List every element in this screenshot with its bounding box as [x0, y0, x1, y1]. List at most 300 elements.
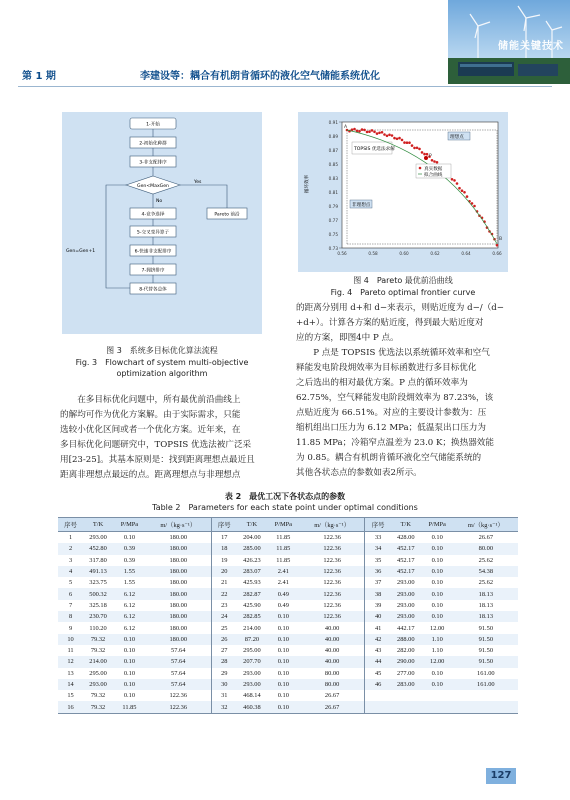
table-cell: 122.36 — [300, 588, 365, 599]
pareto-point — [356, 130, 359, 133]
table-cell: 79.32 — [83, 701, 113, 713]
table-cell: 10 — [58, 634, 83, 645]
pareto-point — [368, 130, 371, 133]
pareto-point — [453, 179, 456, 182]
table-cell: 204.00 — [243, 534, 261, 542]
pareto-point — [398, 137, 401, 140]
table-cell: 295.00 — [243, 647, 261, 655]
table-cell: 0.10 — [421, 543, 454, 554]
table-cell: 122.36 — [300, 611, 365, 622]
banner-title: 储能关键技术 — [498, 41, 564, 52]
table-cell: 57.64 — [146, 645, 211, 656]
table-header-cell: P/MPa — [267, 518, 300, 532]
table-cell: 28 — [211, 656, 237, 667]
table-cell: 0.10 — [277, 624, 289, 632]
table-cell: 40 — [365, 611, 391, 622]
table-cell: 57.64 — [146, 679, 211, 690]
table-row — [58, 600, 518, 611]
pareto-point — [463, 191, 466, 194]
table-cell: 32 — [211, 701, 237, 713]
pareto-point — [466, 195, 469, 198]
table-cell: 16 — [58, 701, 83, 713]
table-cell: 207.70 — [237, 656, 267, 667]
table-cell: 25 — [221, 624, 228, 632]
table-cell — [365, 701, 391, 713]
flow-step-5: 5-交叉变异算子 — [136, 230, 170, 236]
table-cell: 6 — [58, 588, 83, 599]
table-cell: 293.00 — [243, 669, 261, 677]
svg-text:0.81: 0.81 — [328, 190, 338, 195]
pareto-point — [386, 135, 389, 138]
table-cell: 39 — [374, 601, 382, 609]
table-cell: 87.20 — [237, 634, 267, 645]
table-cell: 180.00 — [146, 555, 211, 566]
table-cell: 0.10 — [267, 701, 300, 713]
table-header-cell: m/（kg·s⁻¹） — [300, 518, 365, 532]
pareto-point — [411, 144, 414, 147]
pareto-point — [458, 187, 461, 190]
table-row — [58, 690, 518, 701]
table-cell: 40.00 — [300, 656, 365, 667]
table-cell: 288.00 — [391, 634, 421, 645]
figure-4-pareto-chart — [298, 112, 508, 272]
table-cell: 122.36 — [300, 543, 365, 554]
table-caption-cn: 表 2 最优工况下各状态点的参数 — [224, 492, 346, 501]
pareto-point — [456, 182, 459, 185]
table-row — [58, 577, 518, 588]
legend-fit-curve: 拟合曲线 — [424, 173, 443, 178]
pareto-point — [433, 160, 436, 163]
right-column-text — [296, 301, 516, 481]
table-cell: 26.67 — [478, 534, 494, 542]
right-line: 62.75%，空气释能发电阶段㶲效率为 87.23%，该 — [296, 393, 494, 403]
flow-step-7: 7-拥挤排序 — [141, 268, 165, 274]
right-line: 之后选出的相对最优方案。P 点的循环效率为 — [296, 378, 468, 388]
figure-3-caption-en: Fig. 3 Flowchart of system multi-objective optimization algorithm — [75, 358, 249, 378]
table-cell: 283.07 — [237, 566, 267, 577]
table-cell: 11.85 — [276, 556, 291, 564]
svg-text:0.60: 0.60 — [399, 251, 409, 256]
pareto-point — [436, 161, 439, 164]
table-cell — [421, 690, 454, 701]
table-cell: 0.10 — [113, 634, 146, 645]
table-cell: 161.00 — [477, 669, 495, 677]
pareto-point — [363, 129, 366, 132]
table-cell: 122.36 — [300, 600, 365, 611]
table-cell: 0.10 — [431, 669, 443, 677]
table-cell: 31 — [221, 692, 228, 700]
table-cell: 0.10 — [267, 634, 300, 645]
table-cell: 2.41 — [267, 566, 300, 577]
table-cell: 35 — [374, 556, 382, 564]
table-cell: 283.00 — [391, 679, 421, 690]
table-cell: 180.00 — [146, 532, 211, 544]
table-header-cell: T/K — [83, 518, 113, 532]
table-cell: 1 — [68, 534, 73, 542]
table-header-cell: 序号 — [365, 518, 391, 532]
table-cell: 3 — [68, 556, 73, 564]
table-cell: 18.13 — [454, 611, 518, 622]
table-cell: 41 — [374, 624, 382, 632]
table-cell: 0.10 — [123, 647, 136, 655]
table-cell: 11.85 — [267, 543, 300, 554]
table-cell: 2 — [58, 543, 83, 554]
table-cell: 8 — [58, 611, 83, 622]
table-cell: 293.00 — [391, 588, 421, 599]
pareto-point — [401, 139, 404, 142]
table-cell: 0.10 — [431, 534, 443, 542]
table-cell: 0.10 — [421, 566, 454, 577]
table-cell: 57.64 — [146, 668, 211, 679]
svg-text:0.85: 0.85 — [328, 162, 338, 167]
table-cell: 12 — [58, 656, 83, 667]
table-cell: 27 — [221, 647, 228, 655]
flow-step-8: 8-代替各总体 — [139, 287, 167, 293]
table-cell: 0.10 — [431, 556, 443, 564]
table-cell: 293.00 — [391, 611, 421, 622]
table-row — [58, 566, 518, 577]
table-cell: 79.32 — [90, 692, 106, 700]
flow-step-1: 1-开始 — [146, 122, 160, 128]
svg-text:0.87: 0.87 — [328, 148, 338, 153]
svg-text:0.64: 0.64 — [461, 251, 471, 256]
table-cell: 293.00 — [89, 534, 107, 542]
table-cell: 0.39 — [123, 556, 136, 564]
table-cell: 180.00 — [146, 588, 211, 599]
pareto-point — [388, 134, 391, 137]
pareto-point — [473, 205, 476, 208]
table-cell: 11.85 — [276, 534, 291, 542]
table-cell: 295.00 — [89, 669, 107, 677]
left-line: 的解均可作为优化方案解。由于实际需求，只能 — [60, 410, 241, 420]
table-cell: 180.00 — [146, 577, 211, 588]
table-cell: 6.12 — [113, 611, 146, 622]
table-cell: 425.90 — [243, 601, 261, 609]
pareto-point — [403, 141, 406, 144]
chart-ideal-label: 理想点 — [450, 135, 464, 140]
table-cell: 33 — [374, 534, 382, 542]
pareto-point — [366, 131, 369, 134]
table-cell: 80.00 — [300, 668, 365, 679]
pareto-point — [391, 134, 394, 137]
svg-text:0.89: 0.89 — [328, 134, 338, 139]
point-a-label: A — [344, 125, 348, 130]
table-cell: 122.36 — [146, 701, 211, 713]
pareto-point — [451, 178, 454, 181]
table-cell: 79.32 — [83, 634, 113, 645]
table-row — [58, 656, 518, 667]
table-cell: 21 — [221, 579, 228, 587]
table-cell: 452.80 — [83, 543, 113, 554]
pareto-point — [416, 147, 419, 150]
table-cell: 282.00 — [397, 647, 415, 655]
table-cell: 0.39 — [113, 543, 146, 554]
table-cell: 180.00 — [146, 611, 211, 622]
table-row — [58, 611, 518, 622]
table-cell: 452.17 — [397, 556, 415, 564]
table-cell: 36 — [365, 566, 391, 577]
svg-text:0.66: 0.66 — [492, 251, 502, 256]
pareto-point — [353, 128, 356, 131]
table-cell: 30 — [211, 679, 237, 690]
table-cell: 0.10 — [277, 692, 289, 700]
flow-pareto: Pareto 前沿 — [214, 212, 240, 218]
flow-decision: Gen<MaxGen — [137, 184, 169, 189]
pareto-point — [393, 137, 396, 140]
table-cell: 452.17 — [391, 566, 421, 577]
svg-text:0.77: 0.77 — [328, 218, 338, 223]
table-cell: 180.00 — [146, 566, 211, 577]
running-title: 李建设等：耦合有机朗肯循环的液化空气储能系统优化 — [140, 71, 380, 82]
table-cell — [391, 701, 421, 713]
pareto-point — [406, 141, 409, 144]
chart-y-label: 循环效率 — [305, 174, 310, 194]
table-cell: 180.00 — [146, 622, 211, 633]
pareto-point — [431, 159, 434, 162]
svg-text:0.73: 0.73 — [328, 246, 338, 251]
table-cell: 20 — [211, 566, 237, 577]
table-cell — [391, 690, 421, 701]
flow-step-4: 4-竞争选择 — [141, 212, 165, 218]
table-cell: 293.00 — [397, 579, 415, 587]
figure-4-caption-en: Fig. 4 Pareto optimal frontier curve — [330, 288, 476, 297]
table-cell: 500.32 — [83, 588, 113, 599]
table-cell: 44 — [365, 656, 391, 667]
table-cell: 0.49 — [277, 601, 289, 609]
svg-text:0.62: 0.62 — [430, 251, 440, 256]
pareto-point — [378, 132, 381, 135]
table-cell: 110.20 — [89, 624, 107, 632]
table-cell: 18.13 — [454, 588, 518, 599]
table-row — [58, 668, 518, 679]
table-cell: 12.00 — [430, 624, 445, 632]
point-p-label: P — [429, 154, 432, 159]
flow-step-6: 6-快速非支配排序 — [134, 249, 172, 255]
table-cell: 214.00 — [83, 656, 113, 667]
table-row — [58, 532, 518, 544]
table-row — [58, 645, 518, 656]
table-cell: 4 — [58, 566, 83, 577]
table-cell: 468.14 — [243, 692, 261, 700]
table-cell: 7 — [68, 601, 73, 609]
table-cell: 0.10 — [431, 601, 443, 609]
table-row — [58, 543, 518, 554]
flow-loop-label: Gen=Gen+1 — [66, 249, 96, 254]
table-cell: 6.12 — [123, 601, 136, 609]
point-b-label: B — [499, 237, 503, 242]
svg-text:0.79: 0.79 — [328, 204, 338, 209]
table-cell: 29 — [221, 669, 228, 677]
figure-3-flowchart — [62, 112, 262, 334]
right-line: 11.85 MPa；冷箱窄点温差为 23.0 K；换热器效能 — [296, 438, 494, 448]
table-cell: 0.10 — [277, 669, 289, 677]
table-cell: 45 — [374, 669, 382, 677]
table-cell: 425.93 — [243, 579, 261, 587]
table-cell: 0.10 — [123, 669, 136, 677]
flow-step-3: 3-非支配排序 — [139, 160, 167, 166]
right-line: P 点是 TOPSIS 优选法以系统循环效率和空气 — [313, 348, 490, 358]
table-cell: 57.64 — [146, 656, 211, 667]
table-cell: 452.17 — [391, 543, 421, 554]
table-cell: 282.85 — [237, 611, 267, 622]
svg-text:0.58: 0.58 — [368, 251, 378, 256]
table-cell: 79.32 — [90, 647, 106, 655]
flow-yes-label: Yes — [194, 180, 202, 185]
table-cell: 0.10 — [421, 679, 454, 690]
table-row — [58, 622, 518, 633]
pareto-point — [426, 153, 429, 156]
left-line: 选较小优化区间或者一个优化方案。近年来，在 — [60, 425, 241, 435]
table-cell: 80.00 — [454, 543, 518, 554]
table-row — [58, 701, 518, 713]
table-cell: 80.00 — [300, 679, 365, 690]
table-row — [58, 634, 518, 645]
table-cell: 0.10 — [123, 534, 136, 542]
pareto-point — [418, 148, 421, 151]
left-line: 用[23-25]。其基本原则是：找到距离理想点最近且 — [60, 455, 255, 465]
right-line: 点贴近度为 66.51%。对应的主要设计参数为：压 — [296, 408, 487, 418]
table-cell: 0.10 — [421, 588, 454, 599]
pareto-point — [496, 244, 499, 247]
table-cell: 24 — [211, 611, 237, 622]
table-row — [58, 588, 518, 599]
table-cell: 428.00 — [397, 534, 415, 542]
pareto-point — [408, 141, 411, 144]
table-cell: 91.50 — [478, 647, 494, 655]
table-cell: 0.10 — [267, 656, 300, 667]
table-header-cell: P/MPa — [113, 518, 146, 532]
figure-4-caption-cn: 图 4 Pareto 最优前沿曲线 — [353, 276, 453, 285]
table-cell: 11.85 — [113, 701, 146, 713]
table-cell: 180.00 — [146, 543, 211, 554]
table-cell: 40.00 — [300, 634, 365, 645]
pareto-point — [376, 132, 379, 135]
chart-legend-title: TOPSIS 优选法求解 — [354, 147, 395, 152]
table-cell: 25.62 — [478, 579, 494, 587]
table-cell: 91.50 — [454, 634, 518, 645]
section-banner — [448, 0, 570, 84]
table-cell: 122.36 — [300, 555, 365, 566]
pareto-point — [373, 131, 376, 134]
table-cell: 12.00 — [421, 656, 454, 667]
table-row — [58, 555, 518, 566]
table-cell: 317.80 — [89, 556, 107, 564]
svg-text:0.75: 0.75 — [328, 232, 338, 237]
right-line: 缩机组出口压力为 6.12 MPa；低温泵出口压力为 — [296, 423, 487, 433]
table-cell: 0.10 — [113, 679, 146, 690]
table-cell: 23 — [221, 601, 228, 609]
table-cell: 54.38 — [454, 566, 518, 577]
table-cell: 0.49 — [267, 588, 300, 599]
table-cell: 285.00 — [237, 543, 267, 554]
pareto-point — [461, 189, 464, 192]
table-cell: 1.55 — [123, 579, 136, 587]
table-cell: 1.10 — [421, 634, 454, 645]
left-line: 多目标优化问题研究中，TOPSIS 优选法被广泛采 — [60, 440, 252, 450]
table-cell — [454, 690, 518, 701]
table-cell: 40.00 — [300, 645, 365, 656]
table-cell: 0.10 — [421, 611, 454, 622]
table-header-cell: T/K — [237, 518, 267, 532]
table-header-cell: m/（kg·s⁻¹） — [454, 518, 518, 532]
table-cell: 426.23 — [243, 556, 261, 564]
table-cell: 91.50 — [478, 624, 494, 632]
table-cell: 277.00 — [397, 669, 415, 677]
table-cell: 460.38 — [237, 701, 267, 713]
right-line: 的距离分别用 d+和 d−来表示，则贴近度为 d−/（d− — [296, 303, 504, 313]
table-cell: 5 — [68, 579, 73, 587]
table-cell: 0.10 — [267, 611, 300, 622]
table-cell: 18.13 — [478, 601, 494, 609]
table-cell: 0.10 — [267, 679, 300, 690]
figure-3-caption-cn: 图 3 系统多目标优化算法流程 — [106, 346, 218, 355]
flow-step-2: 2-初始化种群 — [139, 141, 167, 147]
table-cell: 0.10 — [277, 647, 289, 655]
table-header-cell: P/MPa — [421, 518, 454, 532]
table-cell: 0.10 — [113, 656, 146, 667]
right-line: 其他各状态点的参数如表2所示。 — [296, 468, 422, 478]
pareto-point — [413, 147, 416, 150]
table-cell: 9 — [68, 624, 73, 632]
table-header-cell: 序号 — [211, 518, 237, 532]
table-cell: 122.36 — [146, 690, 211, 701]
table-cell: 2.41 — [277, 579, 289, 587]
issue-label: 第 1 期 — [22, 71, 56, 82]
table-cell: 38 — [365, 588, 391, 599]
parameters-table-grid — [58, 517, 518, 714]
right-line: 释能发电阶段㶲效率为目标函数进行多目标优化 — [296, 363, 477, 373]
table-cell: 1.10 — [431, 647, 443, 655]
pareto-point — [381, 131, 384, 134]
table-header-cell: 序号 — [58, 518, 83, 532]
table-cell: 214.00 — [243, 624, 261, 632]
left-column-text — [60, 393, 282, 483]
table-cell: 22 — [211, 588, 237, 599]
table-cell: 13 — [67, 669, 74, 677]
table-cell: 491.13 — [83, 566, 113, 577]
svg-text:0.91: 0.91 — [328, 120, 338, 125]
table-cell: 43 — [374, 647, 382, 655]
table-cell: 293.00 — [397, 601, 415, 609]
legend-real-data: 真实数据 — [424, 167, 443, 172]
table-cell: 26 — [211, 634, 237, 645]
table-cell: 290.00 — [391, 656, 421, 667]
pareto-point — [383, 133, 386, 136]
svg-text:0.56: 0.56 — [337, 251, 347, 256]
pareto-point — [423, 153, 426, 156]
table-cell — [365, 690, 391, 701]
table-header-cell: T/K — [391, 518, 421, 532]
table-cell — [421, 701, 454, 713]
pareto-point — [361, 128, 364, 131]
table-cell: 6.12 — [123, 624, 136, 632]
table-cell — [454, 701, 518, 713]
table-cell: 1.55 — [113, 566, 146, 577]
right-line: +d+）。计算各方案的贴近度，得到最大贴近度对 — [296, 318, 484, 328]
table-cell: 122.36 — [300, 566, 365, 577]
table-cell: 19 — [221, 556, 228, 564]
table-cell: 25.62 — [478, 556, 494, 564]
table-cell: 34 — [365, 543, 391, 554]
parameters-table — [58, 517, 518, 714]
table-cell: 40.00 — [300, 622, 365, 633]
table-cell: 282.87 — [237, 588, 267, 599]
table-caption-en: Table 2 Parameters for each state point under optimal conditions — [152, 503, 418, 512]
pareto-point — [371, 129, 374, 132]
table-cell: 0.10 — [123, 692, 136, 700]
right-line: 应的方案，即图4中 P 点。 — [296, 333, 399, 343]
table-cell: 230.70 — [83, 611, 113, 622]
